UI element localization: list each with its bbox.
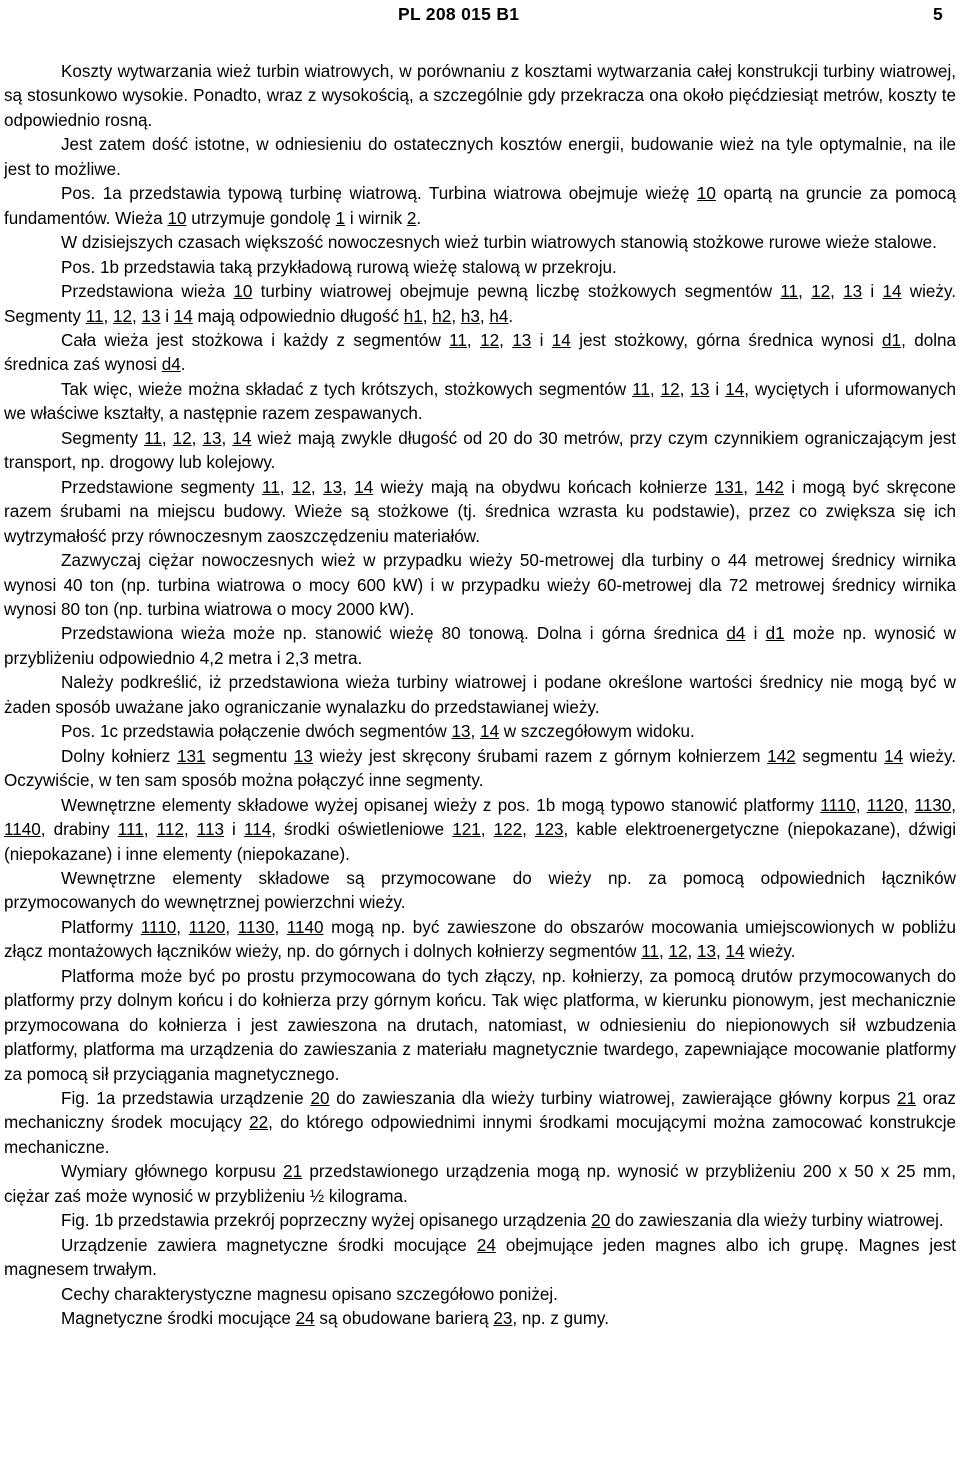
reference-numeral: 12 bbox=[660, 379, 680, 399]
reference-numeral: 114 bbox=[243, 820, 272, 840]
paragraph bbox=[4, 378, 956, 427]
text-run: Cała wieża jest stożkowa i każdy z segmentów bbox=[61, 330, 450, 350]
reference-numeral: 12 bbox=[291, 477, 311, 497]
text-run: Przedstawiona wieża może np. stanowić wieżę 80 tonową. Dolna i górna średnica bbox=[61, 624, 727, 644]
text-run: . bbox=[180, 355, 186, 375]
text-run: opartą na gruncie za pomocą fundamentów. Wieża bbox=[4, 184, 956, 228]
text-run: , bbox=[479, 306, 490, 326]
text-run: , bbox=[658, 942, 669, 962]
reference-numeral: 1110 bbox=[140, 917, 177, 937]
reference-numeral: 11 bbox=[641, 942, 659, 962]
reference-numeral: 122 bbox=[493, 820, 523, 840]
text-run: Należy podkreślić, iż przedstawiona wieża turbiny wiatrowej i podane określone wartości średnicy nie mogą być w żaden sposób uważane jako ograniczanie wynalazku do przedstawianej wieży. bbox=[4, 673, 956, 717]
text-run: , bbox=[687, 942, 697, 962]
text-run: , drabiny bbox=[40, 820, 118, 840]
text-run: , bbox=[183, 820, 197, 840]
text-run: , bbox=[499, 330, 513, 350]
reference-numeral: 1140 bbox=[4, 820, 41, 840]
reference-numeral: 131 bbox=[176, 746, 206, 766]
text-run: Koszty wytwarzania wież turbin wiatrowych, w porównaniu z kosztami wytwarzania całej konstrukcji turbiny wiatrowej, są stosunkowo wysokie. Ponadto, wraz z wysokością, a szczególnie gdy przekracza ona około pięćdziesiąt metrów, koszty te odpowiednio rosną. bbox=[4, 62, 956, 130]
text-run: oraz mechaniczny środek mocujący bbox=[4, 1089, 956, 1133]
text-run: , bbox=[470, 722, 481, 742]
reference-numeral: 13 bbox=[451, 722, 471, 742]
reference-numeral: 14 bbox=[551, 330, 571, 350]
text-run: , bbox=[951, 795, 957, 815]
paragraph bbox=[4, 622, 956, 671]
text-run: , bbox=[679, 379, 691, 399]
text-run: , bbox=[225, 917, 238, 937]
text-run: i bbox=[531, 330, 552, 350]
text-run: , bbox=[451, 306, 461, 326]
text-run: , bbox=[480, 820, 494, 840]
text-run: , bbox=[903, 795, 915, 815]
text-run: przedstawionego urządzenia mogą np. wynosić w przybliżeniu 200 x 50 x 25 mm, ciężar zaś może wynosić w przybliżeniu ½ kilograma. bbox=[4, 1162, 956, 1206]
patent-number: PL 208 015 B1 bbox=[398, 4, 520, 24]
reference-numeral: 24 bbox=[295, 1309, 315, 1329]
reference-numeral: 14 bbox=[725, 942, 745, 962]
text-run: segmentu bbox=[795, 746, 885, 766]
paragraph bbox=[4, 794, 956, 867]
text-run: , bbox=[466, 330, 481, 350]
reference-numeral: 11 bbox=[262, 477, 280, 497]
reference-numeral: 20 bbox=[591, 1211, 611, 1231]
reference-numeral: 121 bbox=[452, 820, 481, 840]
paragraph bbox=[4, 280, 956, 329]
paragraph bbox=[4, 182, 956, 231]
reference-numeral: 21 bbox=[896, 1089, 916, 1109]
reference-numeral: 12 bbox=[112, 306, 132, 326]
text-run: do zawieszania dla wieży turbiny wiatrowej. bbox=[610, 1211, 944, 1231]
text-run: wieży. Oczywiście, w ten sam sposób można połączyć inne segmenty. bbox=[4, 746, 956, 791]
text-run: , do którego odpowiednimi innymi środkami mocującymi można zamocować konstrukcje mechaniczne. bbox=[4, 1113, 956, 1157]
reference-numeral: 1120 bbox=[188, 917, 226, 937]
reference-numeral: 14 bbox=[725, 379, 745, 399]
text-run: mogą np. być zawieszone do obszarów mocowania umiejscowionych w pobliżu złącz montażowych łączników wieży, np. do górnych i dolnych kołnierzy segmentów bbox=[4, 917, 957, 962]
paragraph bbox=[4, 1209, 956, 1233]
reference-numeral: 1 bbox=[335, 208, 346, 228]
reference-numeral: h4 bbox=[489, 306, 509, 326]
text-run: , bbox=[131, 306, 142, 326]
reference-numeral: 1110 bbox=[820, 795, 856, 815]
paragraph bbox=[4, 671, 956, 720]
reference-numeral: d1 bbox=[765, 624, 785, 644]
text-run: Pos. 1c przedstawia połączenie dwóch segmentów bbox=[61, 722, 452, 742]
paragraph bbox=[4, 256, 956, 280]
reference-numeral: 113 bbox=[196, 820, 224, 840]
text-run: Zazwyczaj ciężar nowoczesnych wież w przypadku wieży 50-metrowej dla turbiny o 44 metrowej średnicy wirnika wynosi 40 ton (np. turbina wiatrowa o mocy 600 kW) i w przypadku wieży 60-metrowej dla 72 metrowej średnicy wirnika wynosi 80 ton (np. turbina wiatrowa o mocy 2000 kW). bbox=[4, 551, 956, 619]
paragraph bbox=[4, 427, 956, 476]
reference-numeral: 23 bbox=[493, 1309, 513, 1329]
text-run: Dolny kołnierz bbox=[61, 746, 177, 766]
text-run: , bbox=[743, 477, 756, 497]
text-run: , bbox=[798, 282, 812, 302]
reference-numeral: h2 bbox=[432, 306, 452, 326]
reference-numeral: 11 bbox=[449, 330, 467, 350]
text-run: , wyciętych i uformowanych we właściwe kształty, a następnie razem zespawanych. bbox=[4, 379, 956, 424]
text-run: i wirnik bbox=[345, 208, 407, 228]
paragraph bbox=[4, 60, 956, 133]
text-run: i bbox=[160, 306, 174, 326]
reference-numeral: h3 bbox=[460, 306, 480, 326]
reference-numeral: 1130 bbox=[914, 795, 952, 815]
reference-numeral: d1 bbox=[882, 330, 902, 350]
paragraph bbox=[4, 916, 956, 965]
text-run: i bbox=[745, 624, 766, 644]
text-run: i bbox=[709, 379, 726, 399]
reference-numeral: 112 bbox=[156, 820, 184, 840]
text-run: , bbox=[855, 795, 867, 815]
reference-numeral: 111 bbox=[117, 820, 144, 840]
reference-numeral: 14 bbox=[882, 282, 902, 302]
text-run: . bbox=[416, 208, 422, 228]
reference-numeral: 13 bbox=[202, 428, 222, 448]
reference-numeral: 10 bbox=[696, 184, 716, 204]
text-run: wieży jest skręcony śrubami razem z górnym kołnierzem bbox=[312, 746, 768, 766]
reference-numeral: 22 bbox=[249, 1113, 269, 1133]
reference-numeral: 20 bbox=[310, 1089, 330, 1109]
paragraph bbox=[4, 1283, 956, 1307]
text-run: Magnetyczne środki mocujące bbox=[61, 1309, 296, 1329]
text-run: utrzymuje gondolę bbox=[186, 208, 336, 228]
text-run: , bbox=[310, 477, 324, 497]
reference-numeral: 11 bbox=[144, 428, 162, 448]
text-run: , np. z gumy. bbox=[512, 1309, 609, 1329]
text-run: Platformy bbox=[61, 917, 141, 937]
reference-numeral: 12 bbox=[480, 330, 500, 350]
text-run: , środki oświetleniowe bbox=[271, 820, 453, 840]
text-run: , bbox=[143, 820, 157, 840]
text-run: i mogą być skręcone razem śrubami na miejscu budowy. Wieże są stożkowe (tj. średnica wzrasta ku podstawie), przez co zwiększa się ich wytrzymałość przy równoczesnym zaoszczędzeniu materiałów. bbox=[4, 477, 957, 546]
text-run: Fig. 1b przedstawia przekrój poprzeczny wyżej opisanego urządzenia bbox=[61, 1211, 592, 1231]
text-run: w szczegółowym widoku. bbox=[499, 722, 695, 742]
text-run: , bbox=[649, 379, 661, 399]
reference-numeral: d4 bbox=[726, 624, 746, 644]
text-run: , bbox=[342, 477, 355, 497]
text-run: , bbox=[522, 820, 536, 840]
paragraph bbox=[4, 231, 956, 255]
reference-numeral: 13 bbox=[843, 282, 863, 302]
text-run: Segmenty bbox=[61, 428, 145, 448]
text-run: Wewnętrzne elementy składowe wyżej opisanej wieży z pos. 1b mogą typowo stanowić platformy bbox=[61, 795, 821, 815]
text-run: , bbox=[830, 282, 844, 302]
text-run: Przedstawione segmenty bbox=[61, 477, 263, 497]
text-run: segmentu bbox=[205, 746, 294, 766]
paragraph bbox=[4, 1087, 956, 1160]
paragraph bbox=[4, 745, 956, 794]
reference-numeral: 11 bbox=[632, 379, 650, 399]
reference-numeral: 12 bbox=[811, 282, 831, 302]
text-run: , bbox=[103, 306, 113, 326]
reference-numeral: 1120 bbox=[866, 795, 904, 815]
reference-numeral: 1140 bbox=[286, 917, 324, 937]
reference-numeral: 10 bbox=[233, 282, 253, 302]
paragraph bbox=[4, 965, 956, 1087]
text-run: Pos. 1a przedstawia typową turbinę wiatrową. Turbina wiatrowa obejmuje wieżę bbox=[61, 184, 697, 204]
reference-numeral: 14 bbox=[173, 306, 193, 326]
text-run: obejmujące jeden magnes albo ich grupę. Magnes jest magnesem trwałym. bbox=[4, 1235, 956, 1280]
text-run: do zawieszania dla wieży turbiny wiatrowej, zawierające główny korpus bbox=[329, 1089, 897, 1109]
paragraph bbox=[4, 133, 956, 182]
reference-numeral: 13 bbox=[293, 746, 313, 766]
text-run: Jest zatem dość istotne, w odniesieniu do ostatecznych kosztów energii, budowanie wież na tyle optymalnie, na ile jest to możliwe. bbox=[4, 135, 956, 179]
text-run: wież mają zwykle długość od 20 do 30 metrów, przy czym czynnikiem ograniczającym jest transport, np. drogowy lub kolejowy. bbox=[4, 428, 957, 473]
text-run: mają odpowiednio długość bbox=[192, 306, 404, 326]
text-run: Pos. 1b przedstawia taką przykładową rurową wieżę stalową w przekroju. bbox=[61, 257, 617, 277]
text-run: i bbox=[862, 282, 883, 302]
paragraph bbox=[4, 476, 956, 549]
text-run: , bbox=[422, 306, 433, 326]
text-run: Przedstawiona wieża bbox=[61, 282, 234, 302]
reference-numeral: 142 bbox=[755, 477, 784, 497]
reference-numeral: 13 bbox=[690, 379, 710, 399]
reference-numeral: 2 bbox=[406, 208, 417, 228]
paragraph bbox=[4, 1234, 956, 1283]
text-run: jest stożkowy, górna średnica wynosi bbox=[570, 330, 883, 350]
text-run: . bbox=[508, 306, 514, 326]
text-run: wieży. bbox=[744, 942, 796, 962]
text-run: Cechy charakterystyczne magnesu opisano szczegółowo poniżej. bbox=[61, 1284, 558, 1304]
paragraph bbox=[4, 329, 956, 378]
reference-numeral: 13 bbox=[323, 477, 343, 497]
reference-numeral: 142 bbox=[767, 746, 796, 766]
text-run: , bbox=[191, 428, 203, 448]
reference-numeral: h1 bbox=[403, 306, 423, 326]
reference-numeral: 1130 bbox=[237, 917, 275, 937]
text-run: i bbox=[223, 820, 244, 840]
paragraph bbox=[4, 1160, 956, 1209]
text-run: Tak więc, wieże można składać z tych krótszych, stożkowych segmentów bbox=[61, 379, 633, 399]
document-body bbox=[4, 60, 956, 1332]
text-run: , bbox=[715, 942, 726, 962]
reference-numeral: 131 bbox=[714, 477, 744, 497]
reference-numeral: 13 bbox=[696, 942, 716, 962]
text-run: , bbox=[176, 917, 189, 937]
reference-numeral: 14 bbox=[884, 746, 904, 766]
text-run: , bbox=[279, 477, 292, 497]
text-run: , bbox=[161, 428, 173, 448]
text-run: , bbox=[274, 917, 287, 937]
reference-numeral: d4 bbox=[161, 355, 181, 375]
text-run: są obudowane barierą bbox=[314, 1309, 494, 1329]
reference-numeral: 123 bbox=[535, 820, 564, 840]
text-run: , bbox=[221, 428, 233, 448]
reference-numeral: 14 bbox=[354, 477, 374, 497]
reference-numeral: 13 bbox=[512, 330, 532, 350]
reference-numeral: 12 bbox=[172, 428, 192, 448]
text-run: turbiny wiatrowej obejmuje pewną liczbę stożkowych segmentów bbox=[252, 282, 781, 302]
reference-numeral: 24 bbox=[476, 1235, 496, 1255]
text-run: Wewnętrzne elementy składowe są przymocowane do wieży np. za pomocą odpowiednich łączników przymocowanych do wewnętrznej powierzchni wieży. bbox=[4, 868, 956, 913]
reference-numeral: 14 bbox=[232, 428, 252, 448]
text-run: , dolna średnica zaś wynosi bbox=[4, 330, 957, 375]
text-run: Fig. 1a przedstawia urządzenie bbox=[61, 1089, 311, 1109]
text-run: , kable elektroenergetyczne (niepokazane), dźwigi (niepokazane) i inne elementy (niepokazane). bbox=[4, 820, 957, 864]
text-run: może np. wynosić w przybliżeniu odpowiednio 4,2 metra i 2,3 metra. bbox=[4, 624, 957, 668]
text-run: Urządzenie zawiera magnetyczne środki mocujące bbox=[61, 1235, 477, 1255]
paragraph bbox=[4, 867, 956, 916]
page-number: 5 bbox=[933, 4, 943, 24]
reference-numeral: 11 bbox=[780, 282, 799, 302]
paragraph bbox=[4, 1307, 956, 1331]
paragraph bbox=[4, 720, 956, 744]
reference-numeral: 14 bbox=[480, 722, 500, 742]
reference-numeral: 21 bbox=[283, 1162, 303, 1182]
reference-numeral: 11 bbox=[85, 306, 104, 326]
page-header bbox=[0, 0, 960, 30]
paragraph bbox=[4, 549, 956, 622]
reference-numeral: 10 bbox=[167, 208, 187, 228]
reference-numeral: 13 bbox=[141, 306, 161, 326]
text-run: Wymiary głównego korpusu bbox=[61, 1162, 284, 1182]
text-run: wieży. Segmenty bbox=[4, 282, 957, 326]
text-run: wieży mają na obydwu końcach kołnierze bbox=[373, 477, 715, 497]
reference-numeral: 12 bbox=[668, 942, 688, 962]
text-run: W dzisiejszych czasach większość nowoczesnych wież turbin wiatrowych stanowią stożkowe rurowe wieże stalowe. bbox=[61, 233, 937, 253]
text-run: Platforma może być po prostu przymocowana do tych złączy, np. kołnierzy, za pomocą drutów przymocowanych do platformy przy dolnym końcu i do kołnierza przy górnym końcu. Tak więc platforma, w kierunku pionowym, jest mechanicznie przymocowana do kołnierza i jest zawieszona na drutach, natomiast, w odniesieniu do niepionowych sił wzbudzenia platformy, platforma ma urządzenia do zawieszania z materiału magnetycznie twardego, zapewniające mocowanie platformy za pomocą sił przyciągania magnetycznego. bbox=[4, 966, 956, 1084]
